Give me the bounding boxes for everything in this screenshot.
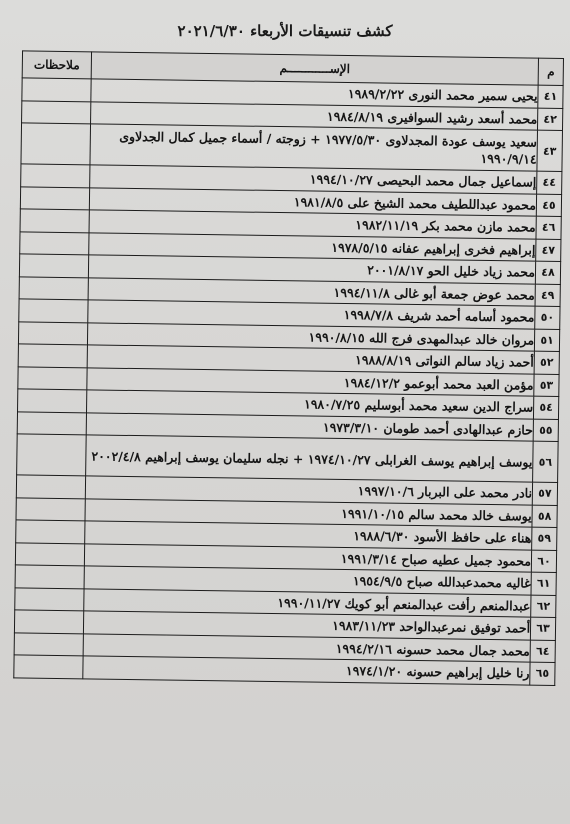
row-num: ٤٤ bbox=[537, 171, 562, 194]
row-notes bbox=[20, 186, 89, 209]
row-num: ٤٩ bbox=[535, 284, 560, 307]
names-table bbox=[13, 50, 564, 685]
row-num: ٦٤ bbox=[530, 640, 555, 663]
row-num: ٥٠ bbox=[535, 306, 560, 329]
row-num: ٥٧ bbox=[532, 482, 557, 505]
row-notes bbox=[20, 209, 89, 232]
row-num: ٦١ bbox=[531, 572, 556, 595]
row-name: يحيى سمير محمد النورى ١٩٨٩/٢/٢٢ bbox=[91, 79, 538, 108]
row-notes bbox=[19, 299, 88, 322]
row-name: محمد جمال محمد حسونه ١٩٩٤/٢/١٦ bbox=[83, 633, 530, 662]
row-name: أحمد زياد سالم النواتى ١٩٨٨/٨/١٩ bbox=[87, 345, 534, 374]
row-num: ٦٣ bbox=[530, 617, 555, 640]
row-name: أحمد توفيق نمرعبدالواحد ١٩٨٣/١١/٢٣ bbox=[83, 611, 530, 640]
row-notes bbox=[18, 366, 87, 389]
row-name: يوسف إبراهيم يوسف الغرابلى ١٩٧٤/١٠/٢٧ + نجله سليمان يوسف إبراهيم ٢٠٠٢/٤/٨ bbox=[86, 435, 534, 482]
row-notes bbox=[18, 321, 87, 344]
row-notes bbox=[17, 411, 86, 434]
row-notes bbox=[14, 655, 83, 678]
row-name: محمد زياد خليل الحو ٢٠٠١/٨/١٧ bbox=[88, 255, 535, 284]
row-name: محمود أسامه أحمد شريف ١٩٩٨/٧/٨ bbox=[88, 300, 535, 329]
row-notes bbox=[16, 497, 85, 520]
row-name: سراج الدين سعيد محمد أبوسليم ١٩٨٠/٧/٢٥ bbox=[86, 390, 533, 419]
row-name: عبدالمنعم رأفت عبدالمنعم أبو كويك ١٩٩٠/١١/٢٧ bbox=[84, 588, 531, 617]
row-notes bbox=[14, 632, 83, 655]
row-num: ٤١ bbox=[538, 85, 563, 108]
row-num: ٥٩ bbox=[532, 527, 557, 550]
row-name: إبراهيم فخرى إبراهيم عفانه ١٩٧٨/٥/١٥ bbox=[89, 232, 536, 261]
row-name: سعيد يوسف عودة المجدلاوى ١٩٧٧/٥/٣٠ + زوجته / أسماء جميل كمال الجدلاوى ١٩٩٠/٩/١٤ bbox=[90, 124, 538, 171]
row-num: ٤٨ bbox=[535, 261, 560, 284]
row-notes bbox=[19, 254, 88, 277]
row-notes bbox=[16, 520, 85, 543]
row-name: رنا خليل إبراهيم حسونه ١٩٧٤/١/٢٠ bbox=[83, 656, 530, 685]
row-num: ٥٢ bbox=[534, 351, 559, 374]
row-notes bbox=[22, 78, 91, 101]
row-name: محمد مازن محمد بكر ١٩٨٢/١١/١٩ bbox=[89, 210, 536, 239]
row-num: ٦٢ bbox=[531, 595, 556, 618]
row-name: هناء على حافظ الأسود ١٩٨٨/٦/٣٠ bbox=[85, 521, 532, 550]
row-name: محمد عوض جمعة أبو غالى ١٩٩٤/١١/٨ bbox=[88, 277, 535, 306]
row-name: حازم عبدالهادى أحمد طومان ١٩٧٣/٣/١٠ bbox=[86, 412, 533, 441]
row-num: ٦٥ bbox=[530, 662, 555, 685]
row-num: ٤٣ bbox=[537, 130, 563, 171]
row-name: محمود عبداللطيف محمد الشيخ على ١٩٨١/٨/٥ bbox=[89, 187, 536, 216]
row-notes bbox=[17, 434, 86, 476]
row-num: ٤٢ bbox=[538, 108, 563, 131]
row-notes bbox=[21, 164, 90, 187]
row-name: مروان خالد عبدالمهدى فرج الله ١٩٩٠/٨/١٥ bbox=[87, 322, 534, 351]
row-num: ٤٦ bbox=[536, 216, 561, 239]
row-name: مؤمن العبد محمد أبوعمو ١٩٨٤/١٢/٢ bbox=[87, 367, 534, 396]
row-notes bbox=[15, 565, 84, 588]
header-name: الإســــــــــــم bbox=[91, 52, 538, 85]
row-name: يوسف خالد محمد سالم ١٩٩١/١٠/١٥ bbox=[85, 498, 532, 527]
row-num: ٥٨ bbox=[532, 505, 557, 528]
row-name: غاليه محمدعبدالله صباح ١٩٥٤/٩/٥ bbox=[84, 566, 531, 595]
row-notes bbox=[15, 587, 84, 610]
row-name: إسماعيل جمال محمد البحيصى ١٩٩٤/١٠/٢٧ bbox=[90, 165, 537, 194]
row-num: ٤٥ bbox=[536, 194, 561, 217]
row-num: ٥٥ bbox=[533, 419, 558, 442]
row-num: ٥٣ bbox=[534, 374, 559, 397]
row-num: ٥١ bbox=[534, 329, 559, 352]
row-num: ٥٤ bbox=[534, 396, 559, 419]
row-notes bbox=[21, 123, 90, 165]
row-name: محمود جميل عطيه صباح ١٩٩١/٣/١٤ bbox=[84, 543, 531, 572]
row-notes bbox=[14, 610, 83, 633]
header-notes: ملاحظات bbox=[22, 51, 91, 79]
row-notes bbox=[15, 542, 84, 565]
row-notes bbox=[20, 231, 89, 254]
row-num: ٥٦ bbox=[533, 441, 559, 482]
row-name: نادر محمد على البربار ١٩٩٧/١٠/٦ bbox=[85, 476, 532, 505]
row-notes bbox=[22, 100, 91, 123]
document-title: كشف تنسيقات الأربعاء ٢٠٢١/٦/٣٠ bbox=[177, 22, 393, 40]
row-notes bbox=[18, 344, 87, 367]
row-notes bbox=[19, 276, 88, 299]
header-num: م bbox=[538, 58, 563, 85]
row-notes bbox=[18, 389, 87, 412]
row-notes bbox=[16, 475, 85, 498]
row-num: ٦٠ bbox=[531, 550, 556, 573]
row-num: ٤٧ bbox=[536, 239, 561, 262]
row-name: محمد أسعد رشيد السوافيرى ١٩٨٤/٨/١٩ bbox=[90, 101, 537, 130]
